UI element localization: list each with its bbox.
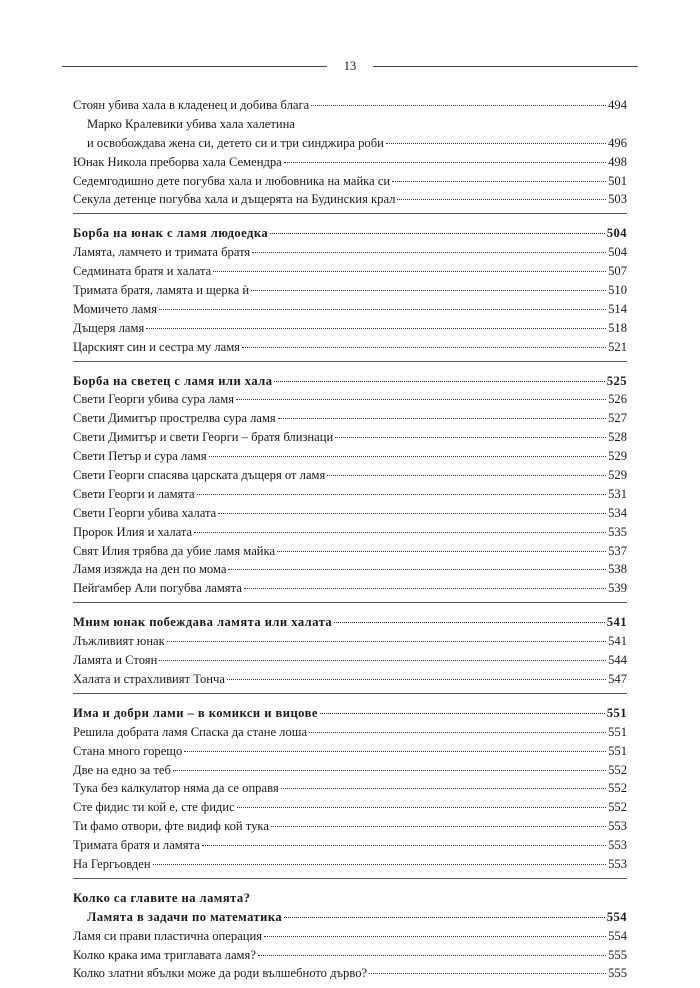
toc-entry-page: 539 [608, 581, 627, 596]
toc-entry [73, 448, 627, 467]
toc-entry [73, 818, 627, 837]
toc-entry-page: 541 [608, 634, 627, 649]
toc-entry-page: 528 [608, 430, 627, 445]
dot-leader [153, 864, 606, 865]
toc-entry-title: Колко златни ябълки може да роди вълшебното дърво? [73, 966, 368, 981]
toc-section-title: Ламята в задачи по математика [87, 909, 283, 924]
dot-leader [244, 588, 606, 589]
toc-entry-continuation [73, 135, 627, 154]
toc-entry-page: 498 [608, 154, 627, 169]
toc-entry [73, 320, 627, 339]
toc-entry-title: Свети Георги убива сура ламя [73, 392, 235, 407]
toc-entry [73, 633, 627, 652]
toc-entry-page: 531 [608, 486, 627, 501]
toc-entry-page: 503 [608, 192, 627, 207]
toc-entry-page: 521 [608, 339, 627, 354]
toc-entry-title: Ти фамо отвори, фте видиф кой тука [73, 819, 269, 834]
section-divider [73, 213, 627, 214]
toc-entry-page: 534 [608, 505, 627, 520]
toc-entry [73, 947, 627, 966]
toc-entry-page: 552 [608, 762, 627, 777]
toc-entry-title: Секула детенце погубва хала и дъщерята на Будинския крал [73, 192, 396, 207]
section-divider [73, 878, 627, 879]
dot-leader [218, 513, 606, 514]
toc-entry-page: 551 [608, 724, 627, 739]
toc-entry-page: 494 [608, 98, 627, 112]
dot-leader [386, 143, 606, 144]
dot-leader [209, 456, 606, 457]
toc-entry-title: Свети Димитър и свети Георги – братя близнаци [73, 430, 334, 445]
toc-entry [73, 928, 627, 947]
toc-entry-page: 507 [608, 264, 627, 279]
toc-entry-page: 555 [608, 966, 627, 981]
toc-entry-title: Две на едно за теб [73, 762, 171, 777]
toc-entry-page: 552 [608, 800, 627, 815]
dot-leader [228, 569, 606, 570]
toc-entry [73, 965, 627, 984]
toc-entry-page: 538 [608, 562, 627, 577]
toc-entry [73, 505, 627, 524]
toc-entry [73, 837, 627, 856]
toc-entry [73, 301, 627, 320]
toc-entry-title: Свети Георги убива халата [73, 505, 217, 520]
toc-entry-title: Сте фидис ти кой е, сте фидис [73, 800, 235, 815]
dot-leader [237, 807, 606, 808]
toc-entry-page: 553 [608, 838, 627, 853]
toc-entry-page: 547 [608, 671, 627, 686]
toc-entry-title: Колко крака има триглавата ламя? [73, 947, 256, 962]
toc-entry [73, 244, 627, 263]
toc-section-page: 525 [606, 373, 627, 388]
toc-entry [73, 561, 627, 580]
dot-leader [284, 917, 605, 918]
toc-entry-page: 518 [608, 320, 627, 335]
toc-section-title: Борба на светец с ламя или хала [73, 373, 273, 388]
toc-entry-title: Царският син и сестра му ламя [73, 339, 240, 354]
toc-entry [73, 671, 627, 690]
dot-leader [335, 437, 606, 438]
dot-leader [278, 418, 606, 419]
toc-entry [73, 652, 627, 671]
toc-section-heading [73, 225, 627, 244]
dot-leader [274, 381, 604, 382]
toc-entry [73, 282, 627, 301]
toc-section-heading [73, 890, 627, 909]
toc-entry-title: Свети Петър и сура ламя [73, 449, 207, 464]
toc-section-heading [73, 373, 627, 392]
toc-entry [73, 191, 627, 210]
toc-entry [73, 97, 627, 116]
toc-entry-title: Лъжливият юнак [73, 634, 165, 649]
dot-leader [277, 551, 606, 552]
toc-entry-title: Стана много горещо [73, 743, 183, 758]
toc-section-page: 551 [606, 705, 627, 720]
toc-entry-title: Тука без калкулатор няма да се оправя [73, 781, 279, 796]
toc-entry-page: 501 [608, 173, 627, 188]
table-of-contents [73, 97, 627, 984]
toc-section-heading [73, 614, 627, 633]
toc-section-heading-continuation [73, 909, 627, 928]
toc-entry-title: Ламята, ламчето и тримата братя [73, 245, 251, 260]
dot-leader [227, 679, 606, 680]
toc-entry [73, 543, 627, 562]
toc-entry [73, 173, 627, 192]
dot-leader [252, 252, 606, 253]
dot-leader [264, 936, 606, 937]
toc-entry-title: Седемгодишно дете погубва хала и любовника на майка си [73, 173, 391, 188]
dot-leader [270, 233, 605, 234]
toc-entry-title: Седмината братя и халата [73, 264, 212, 279]
section-divider [73, 361, 627, 362]
toc-section-title: Колко са главите на ламята? [73, 890, 251, 905]
toc-entry-page: 529 [608, 449, 627, 464]
toc-entry-title: Марко Кралевики убива хала халетина [87, 116, 295, 131]
toc-entry [73, 580, 627, 599]
dot-leader [159, 660, 606, 661]
toc-entry-title: Халата и страхливият Тонча [73, 671, 225, 686]
dot-leader [197, 494, 607, 495]
toc-entry [73, 486, 627, 505]
toc-entry [73, 724, 627, 743]
toc-section-title: Мним юнак побеждава ламята или халата [73, 615, 333, 630]
toc-section-title: Борба на юнак с ламя людоедка [73, 226, 269, 241]
dot-leader [236, 399, 606, 400]
toc-entry-title: Ламята и Стоян [73, 653, 158, 668]
toc-entry-title: Ламя изяжда на ден по мома [73, 562, 227, 577]
toc-entry-page: 537 [608, 543, 627, 558]
toc-entry-title: Пророк Илия и халата [73, 524, 193, 539]
toc-entry-page: 551 [608, 743, 627, 758]
toc-entry [73, 339, 627, 358]
toc-entry-title: и освобождава жена си, детето си и три синджира роби [87, 135, 384, 150]
dot-leader [397, 199, 606, 200]
toc-entry-page: 555 [608, 947, 627, 962]
toc-entry [73, 799, 627, 818]
toc-entry-page: 553 [608, 856, 627, 871]
toc-section-title: Има и добри лами – в комикси и вицове [73, 705, 318, 720]
dot-leader [167, 641, 606, 642]
toc-entry-page: 544 [608, 653, 627, 668]
dot-leader [284, 162, 606, 163]
toc-entry [73, 263, 627, 282]
dot-leader [194, 532, 606, 533]
toc-entry [73, 743, 627, 762]
dot-leader [251, 290, 606, 291]
toc-entry [73, 856, 627, 875]
toc-entry [73, 116, 627, 135]
toc-entry-title: Ламя си прави пластична операция [73, 928, 263, 943]
dot-leader [184, 751, 606, 752]
dot-leader [392, 181, 606, 182]
dot-leader [258, 955, 606, 956]
toc-entry-title: Свети Димитър прострелва сура ламя [73, 411, 276, 426]
dot-leader [173, 770, 606, 771]
page-header [62, 58, 638, 74]
toc-entry-page: 504 [608, 245, 627, 260]
toc-entry-title: Пейгамбер Али погубва ламята [73, 581, 242, 596]
toc-entry-page: 535 [608, 524, 627, 539]
dot-leader [334, 622, 605, 623]
toc-entry-title: Дъщеря ламя [73, 320, 145, 335]
dot-leader [213, 271, 606, 272]
dot-leader [327, 475, 606, 476]
toc-entry [73, 410, 627, 429]
toc-entry-page: 552 [608, 781, 627, 796]
toc-entry [73, 467, 627, 486]
toc-entry [73, 762, 627, 781]
dot-leader [281, 788, 606, 789]
dot-leader [369, 973, 606, 974]
toc-entry-title: Свети Георги спасява царската дъщеря от ламя [73, 468, 326, 483]
toc-entry [73, 780, 627, 799]
toc-entry-title: Тримата братя, ламята и щерка ѝ [73, 283, 250, 298]
toc-entry-title: Решила добрата ламя Спаска да стане лоша [73, 724, 308, 739]
toc-entry-page: 514 [608, 301, 627, 316]
section-divider [73, 602, 627, 603]
toc-entry-title: Юнак Никола преборва хала Семендра [73, 154, 282, 169]
toc-entry-page: 554 [608, 928, 627, 943]
toc-entry [73, 391, 627, 410]
dot-leader [242, 347, 606, 348]
toc-entry-title: На Гергьовден [73, 856, 151, 871]
toc-section-page: 504 [606, 226, 627, 241]
toc-entry-title: Тримата братя и ламята [73, 838, 200, 853]
toc-section-page: 554 [606, 909, 627, 924]
toc-section-page: 541 [606, 615, 627, 630]
dot-leader [202, 845, 606, 846]
toc-entry [73, 429, 627, 448]
toc-entry-title: Свят Илия трябва да убие ламя майка [73, 543, 276, 558]
page-number: 13 [343, 59, 357, 73]
toc-entry-title: Момичето ламя [73, 301, 157, 316]
toc-entry-title: Стоян убива хала в кладенец и добива блага [73, 98, 310, 112]
dot-leader [311, 105, 606, 106]
toc-section-heading [73, 705, 627, 724]
dot-leader [146, 328, 606, 329]
header-rule-right [373, 66, 638, 67]
dot-leader [159, 309, 606, 310]
dot-leader [271, 826, 606, 827]
toc-entry-page: 510 [608, 283, 627, 298]
toc-entry-page: 529 [608, 468, 627, 483]
toc-entry-page: 496 [608, 135, 627, 150]
toc-entry-page: 527 [608, 411, 627, 426]
toc-entry-page: 526 [608, 392, 627, 407]
toc-entry [73, 154, 627, 173]
toc-entry [73, 524, 627, 543]
dot-leader [309, 732, 606, 733]
dot-leader [320, 713, 605, 714]
toc-entry-page: 553 [608, 819, 627, 834]
toc-entry-title: Свети Георги и ламята [73, 486, 195, 501]
section-divider [73, 693, 627, 694]
